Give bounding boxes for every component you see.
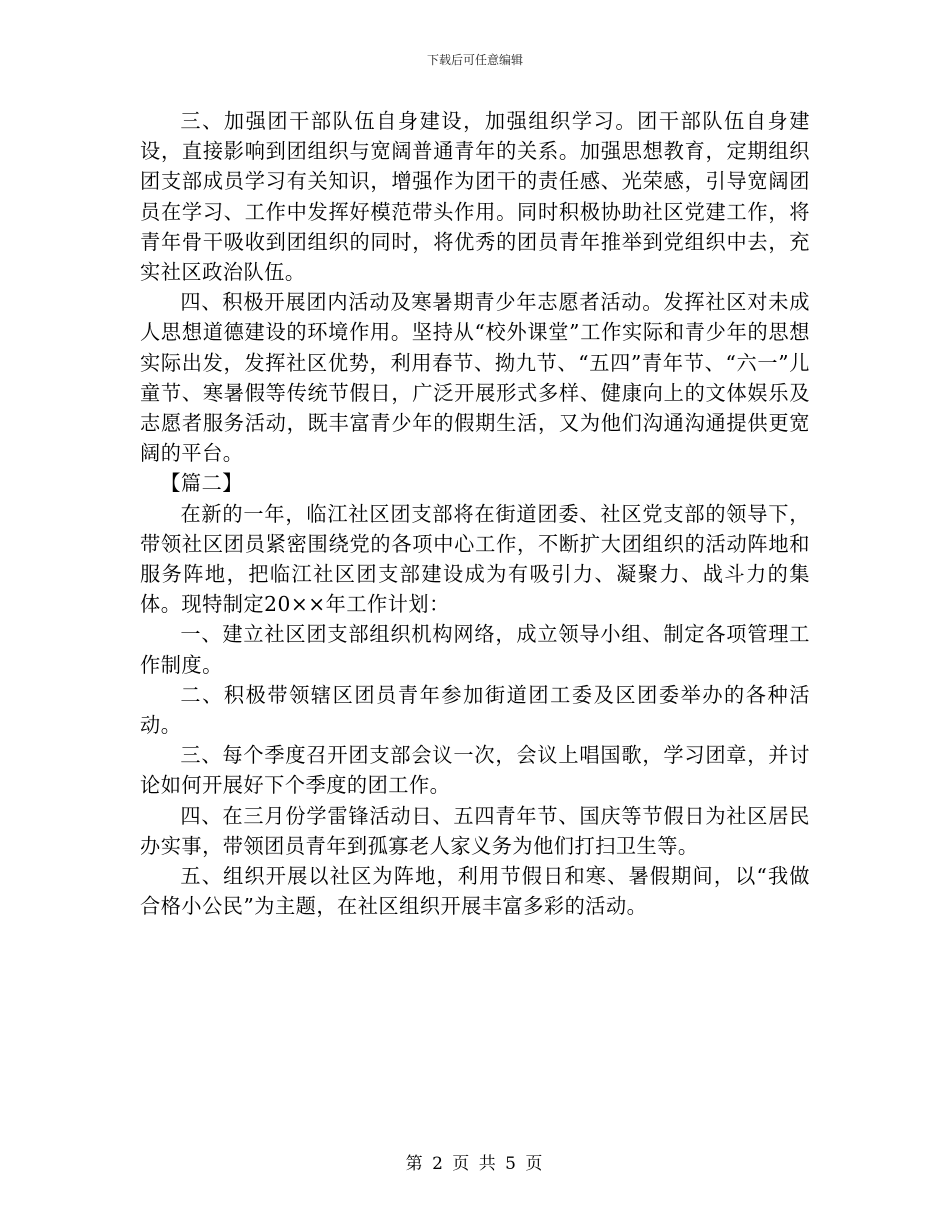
page-header: 下载后可任意编辑	[426, 53, 523, 67]
paragraph-strengthen-cadres: 三、加强团干部队伍自身建设，加强组织学习。团干部队伍自身建设，直接影响到团组织与宽阔普通青年的关系。加强思想教育，定期组织团支部成员学习有关知识，增强作为团干的责任感、光荣感，引导宽阔团员在学习、工作中发挥好模范带头作用。同时积极协助社区党建工作，将青年骨干吸收到团组织的同时，将优秀的团员青年推举到党组织中去，充实社区政治队伍。	[140, 109, 810, 285]
paragraph-item-one: 一、建立社区团支部组织机构网络，成立领导小组、制定各项管理工作制度。	[140, 622, 810, 677]
section-heading-part-two: 【篇二】	[160, 471, 243, 496]
page-footer	[0, 1153, 950, 1175]
paragraph-volunteer-activities: 四、积极开展团内活动及寒暑期青少年志愿者活动。发挥社区对未成人思想道德建设的环境作用。坚持从“校外课堂”工作实际和青少年的思想实际出发，发挥社区优势，利用春节、拗九节、“五四”青年节、“六一”儿童节、寒暑假等传统节假日，广泛开展形式多样、健康向上的文体娱乐及志愿者服务活动，既丰富青少年的假期生活，又为他们沟通沟通提供更宽阔的平台。	[140, 290, 810, 466]
paragraph-item-two: 二、积极带领辖区团员青年参加街道团工委及区团委举办的各种活动。	[140, 682, 810, 738]
page-number: 第 2 页 共 5 页	[405, 1154, 545, 1174]
paragraph-item-four: 四、在三月份学雷锋活动日、五四青年节、国庆等节假日为社区居民办实事，带领团员青年到孤寡老人家义务为他们打扫卫生等。	[140, 803, 810, 858]
document-body	[140, 106, 810, 921]
paragraph-item-three: 三、每个季度召开团支部会议一次，会议上唱国歌，学习团章，并讨论如何开展好下个季度的团工作。	[140, 743, 810, 798]
paragraph-item-five: 五、组织开展以社区为阵地，利用节假日和寒、暑假期间，以“我做合格小公民”为主题，在社区组织开展丰富多彩的活动。	[140, 864, 810, 919]
paragraph-annual-plan-intro: 在新的一年，临江社区团支部将在街道团委、社区党支部的领导下，带领社区团员紧密围绕党的各项中心工作，不断扩大团组织的活动阵地和服务阵地，把临江社区团支部建设成为有吸引力、凝聚力、战斗力的集体。现特制定20××年工作计划：	[140, 501, 810, 617]
